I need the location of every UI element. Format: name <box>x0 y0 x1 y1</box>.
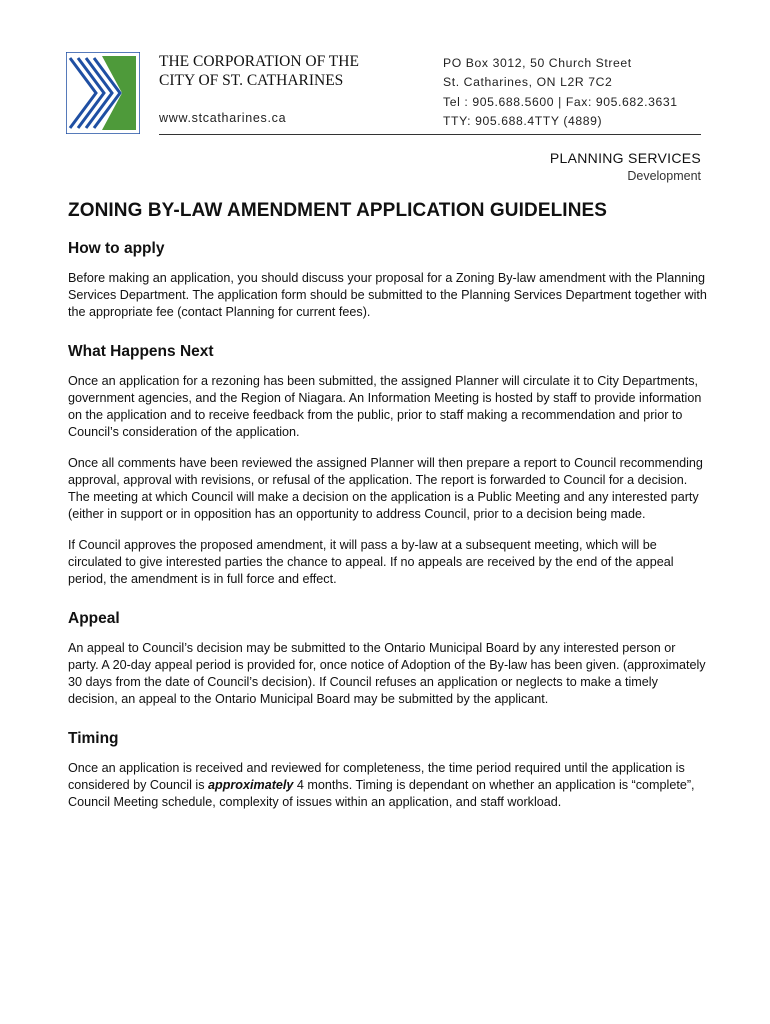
paragraph <box>68 760 708 811</box>
contact-info <box>443 54 678 131</box>
section-timing <box>68 730 708 811</box>
section-appeal <box>68 610 708 708</box>
text-run: Once an application is received and reviewed for completeness, the time period required until the application is considered by Council is <box>68 761 685 792</box>
address-line-2: St. Catharines, ON L2R 7C2 <box>443 75 613 90</box>
document-body <box>68 200 708 833</box>
paragraph: Once an application for a rezoning has been submitted, the assigned Planner will circulate it to City Departments, government agencies, and the Region of Niagara. An Information Meeting is hosted by staff to provide information on the application and to receive feedback from the public, prior to staff making a recommendation and prior to Council’s consideration of the application. <box>68 374 702 439</box>
section-heading: Appeal <box>68 610 120 627</box>
section-heading: What Happens Next <box>68 343 214 360</box>
section-heading: How to apply <box>68 240 165 257</box>
phone-fax-line: Tel : 905.688.5600 | Fax: 905.682.3631 <box>443 94 678 109</box>
corporation-line-2: CITY OF ST. CATHARINES <box>159 72 344 89</box>
document-title: ZONING BY-LAW AMENDMENT APPLICATION GUIDELINES <box>68 200 608 221</box>
paragraph: Once all comments have been reviewed the assigned Planner will then prepare a report to Council recommending approval, approval with revisions, or refusal of the application. The report is forwarded to Council for a decision. The meeting at which Council will make a decision on the application is a Public Meeting and any interested party (either in support or in opposition has an opportunity to address Council, prior to a decision being made. <box>68 456 703 521</box>
department-name: PLANNING SERVICES <box>549 150 701 166</box>
corporation-line-1: THE CORPORATION OF THE <box>159 53 359 70</box>
division-name: Development <box>627 169 701 183</box>
text-run: 4 months. Timing is dependant on whether an application is “complete”, Council Meeting schedule, complexity of issues within an application, and staff workload. <box>68 778 695 809</box>
website-link[interactable]: www.stcatharines.ca <box>159 111 287 125</box>
tty-line: TTY: 905.688.4TTY (4889) <box>443 113 603 128</box>
header-divider <box>159 134 701 135</box>
section-what-happens-next <box>68 343 708 588</box>
paragraph: Before making an application, you should discuss your proposal for a Zoning By-law amendment with the Planning Services Department. The application form should be submitted to the Planning Services Department together with the appropriate fee (contact Planning for current fees). <box>68 271 707 319</box>
paragraph: If Council approves the proposed amendment, it will pass a by-law at a subsequent meeting, which will be circulated to give interested parties the chance to appeal. If no appeals are received by the end of the appeal period, the amendment is in full force and effect. <box>68 538 674 586</box>
emphasis: approximately <box>208 778 294 792</box>
section-heading: Timing <box>68 730 119 747</box>
corporation-name <box>159 52 359 90</box>
department-block <box>550 150 701 186</box>
paragraph: An appeal to Council’s decision may be submitted to the Ontario Municipal Board by any interested person or party. A 20-day appeal period is provided for, once notice of Adoption of the By-law has been given. (approximately 30 days from the date of Council’s decision). If Council refuses an application or neglects to make a timely decision, an appeal to the Ontario Municipal Board may be submitted by the applicant. <box>68 641 706 706</box>
address-line-1: PO Box 3012, 50 Church Street <box>443 56 632 70</box>
city-logo-icon <box>66 52 140 134</box>
section-how-to-apply <box>68 240 708 321</box>
